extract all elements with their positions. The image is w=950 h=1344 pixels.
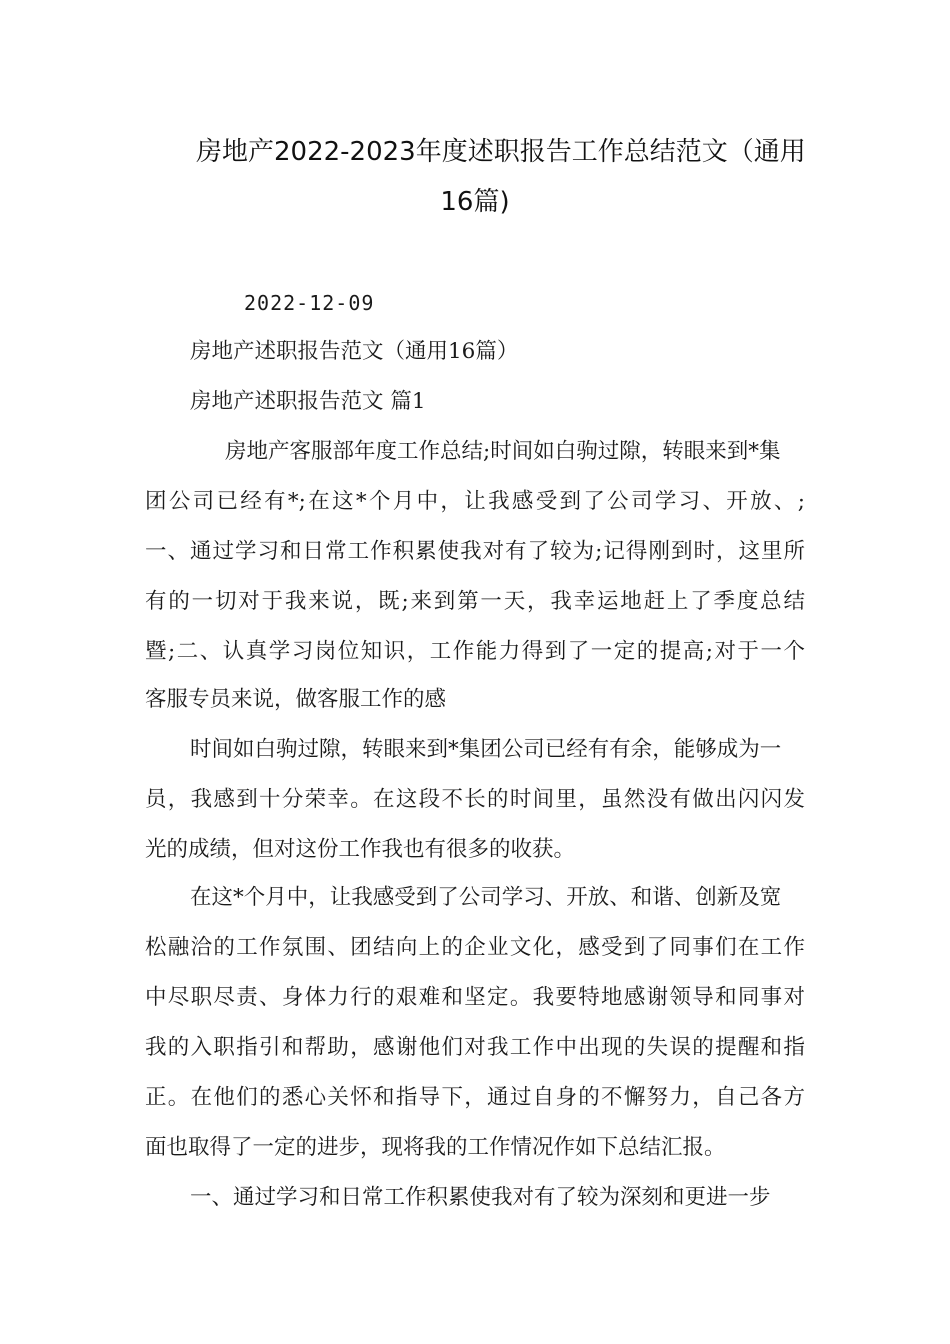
paragraph-1-line: 团公司已经有*;在这*个月中，让我感受到了公司学习、开放、; xyxy=(145,489,805,514)
paragraph-4-line: 一、通过学习和日常工作积累使我对有了较为深刻和更进一步 xyxy=(190,1185,771,1210)
paragraph-2-line: 时间如白驹过隙，转眼来到*集团公司已经有有余，能够成为一 xyxy=(190,737,782,762)
document-title-line-1: 房地产2022-2023年度述职报告工作总结范文（通用 xyxy=(196,137,806,167)
paragraph-3-line: 正。在他们的悉心关怀和指导下，通过自身的不懈努力，自己各方 xyxy=(145,1085,805,1110)
paragraph-1-line: 有的一切对于我来说，既;来到第一天，我幸运地赶上了季度总结 xyxy=(145,589,805,614)
paragraph-2-line: 员，我感到十分荣幸。在这段不长的时间里，虽然没有做出闪闪发 xyxy=(145,787,805,812)
paragraph-1-line: 房地产客服部年度工作总结;时间如白驹过隙，转眼来到*集 xyxy=(225,439,781,464)
paragraph-3-line: 中尽职尽责、身体力行的艰难和坚定。我要特地感谢领导和同事对 xyxy=(145,985,805,1010)
paragraph-3-line: 松融洽的工作氛围、团结向上的企业文化，感受到了同事们在工作 xyxy=(145,935,805,960)
document-title-line-2: 16篇) xyxy=(440,187,510,217)
paragraph-1-line: 客服专员来说，做客服工作的感 xyxy=(145,687,447,712)
paragraph-2-line: 光的成绩，但对这份工作我也有很多的收获。 xyxy=(145,837,576,862)
paragraph-3-line: 我的入职指引和帮助，感谢他们对我工作中出现的失误的提醒和指 xyxy=(145,1035,805,1060)
document-date: 2022-12-09 xyxy=(244,291,375,315)
section-heading: 房地产述职报告范文 篇1 xyxy=(190,389,426,414)
paragraph-3-line: 在这*个月中，让我感受到了公司学习、开放、和谐、创新及宽 xyxy=(190,885,782,910)
document-subtitle: 房地产述职报告范文（通用16篇） xyxy=(190,339,519,364)
paragraph-1-line: 一、通过学习和日常工作积累使我对有了较为;记得刚到时，这里所 xyxy=(145,539,805,564)
paragraph-1-line: 暨;二、认真学习岗位知识，工作能力得到了一定的提高;对于一个 xyxy=(145,639,805,664)
paragraph-3-line: 面也取得了一定的进步，现将我的工作情况作如下总结汇报。 xyxy=(145,1135,726,1160)
